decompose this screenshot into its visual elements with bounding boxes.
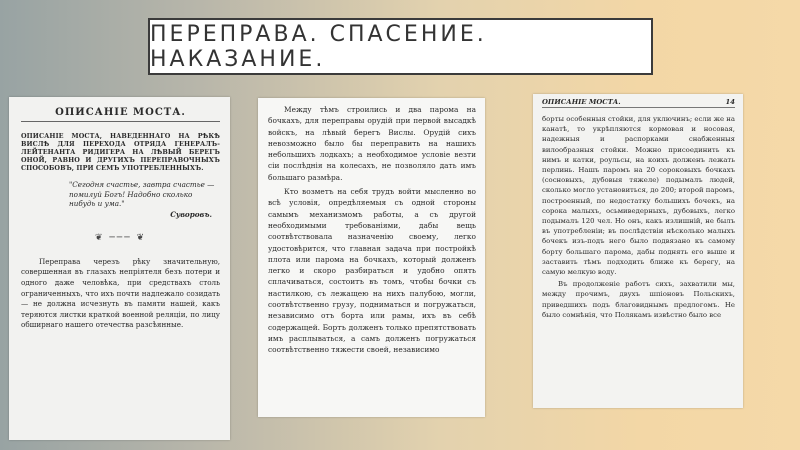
page3-paragraph-1: борты особенныя стойки, для уключинъ; если же на канатѣ, то укрѣпляются кормовая и носовая, надежныя и распорками снабженныя вилообразныя стойки. Можно присоединить къ нимъ и катки, роульсы, на коихъ долженъ лежать перлинь. Нашъ паромъ на 20 сороковыхъ бочкахъ (сосновыхъ, дубовыя тяжеле) подымалъ людей, сколько могло установиться, до 200; второй паромъ, построенный, по недостатку большихъ бочекъ, на сорока малыхъ, осьмиведерныхъ, дубовыхъ, легко подымалъ 120 чел. Но онъ, какъ излишній, не былъ въ употребленіи; въ послѣдствіи нѣсколько малыхъ бочекъ изъ-подъ него было подвязано къ самому борту большаго парома, дабы поднять его выше и заставить тѣмъ подходить ближе къ берегу, на самую мелкую воду. bbox=[542, 115, 735, 277]
page1-body-text: Переправа черезъ рѣку значительную, совершенная въ глазахъ непріятеля безъ потери и одного даже человѣка, при средствахъ столь ограниченныхъ, что ихъ почти надлежало созидать — не должна исчезнуть въ памяти нашей, какъ теряются листки краткой военной реляціи, по лицу обширнаго нашего отечества разсѣянные. bbox=[21, 256, 220, 330]
page1-ornament: ❦ ─── ❦ bbox=[94, 232, 147, 243]
page1-epigraph-author: Суворовъ. bbox=[170, 209, 212, 219]
page1-epigraph: "Сегодня счастье, завтра счастье — помилуй Богъ! Надобно сколько нибудь и ума." bbox=[69, 180, 215, 209]
page1-caps-title: ОПИСАНІЕ МОСТА, НАВЕДЕННАГО НА РѢКѢ ВИСЛѢ ДЛЯ ПЕРЕХОДА ОТРЯДА ГЕНЕРАЛЪ-ЛЕЙТЕНАНТА РИДИГЕРА НА ЛѢВЫЙ БЕРЕГЪ ОНОЙ, РАВНО И ДРУГИХЪ ПЕРЕПРАВОЧНЫХЪ СПОСОБОВЪ, ПРИ СЕМЪ УПОТРЕБЛЕННЫХЪ. bbox=[21, 132, 220, 172]
page1-heading-rule bbox=[21, 121, 220, 122]
page2-paragraph-1: Между тѣмъ строились и два парома на бочкахъ, для переправы орудій при первой высадкѣ войскъ, на лѣвый берегъ Вислы. Орудій сихъ невозможно было бы переправить на нашихъ небольшихъ лодкахъ; а необходимое условіе везти сіи послѣднія на колесахъ, не позволяло дать имъ большаго размѣра. bbox=[268, 105, 476, 182]
document-page-1 bbox=[9, 97, 230, 440]
page3-page-number: 14 bbox=[725, 98, 735, 106]
page3-header-title: ОПИСАНІЕ МОСТА. bbox=[542, 98, 621, 106]
page1-heading: ОПИСАНІЕ МОСТА. bbox=[55, 107, 186, 118]
page3-paragraph-2: Въ продолженіе работъ сихъ, захватили мы, между прочимъ, двухъ шпіоновъ Польскихъ, приведшихъ подъ благовиднымъ предлогомъ. Не было сомнѣнія, что Полякамъ извѣстно было все bbox=[542, 280, 735, 319]
slide-title-box bbox=[148, 18, 653, 75]
document-page-2 bbox=[258, 98, 485, 417]
page3-body bbox=[542, 114, 735, 320]
page2-paragraph-2: Кто возметъ на себя трудъ войти мысленно во всѣ условія, опредѣляемыя съ одной стороны самымъ механизмомъ работы, а съ другой необходимыми требованіями, дабы вещь соотвѣтствовала назначенію своему, легко удостовѣрится, что главная задача при постройкѣ плота или парома на бочкахъ, который долженъ легко и скоро разбираться и удобно опять сплачиваться, состоитъ въ томъ, чтобы бочки съ настилкою, съ лежащею на нихъ палубою, могли, соотвѣтственно грузу, подниматься и погружаться, независимо отъ борта или рамы, ихъ въ себѣ содержащей. Бортъ долженъ только препятствовать имъ расплываться, а самъ долженъ погружаться соотвѣтственно тяжести своей, независимо bbox=[268, 187, 476, 355]
document-page-3 bbox=[533, 94, 743, 408]
slide-title: ПЕРЕПРАВА. СПАСЕНИЕ. НАКАЗАНИЕ. bbox=[150, 21, 487, 72]
page2-body bbox=[268, 104, 476, 356]
page3-running-header bbox=[542, 98, 735, 108]
